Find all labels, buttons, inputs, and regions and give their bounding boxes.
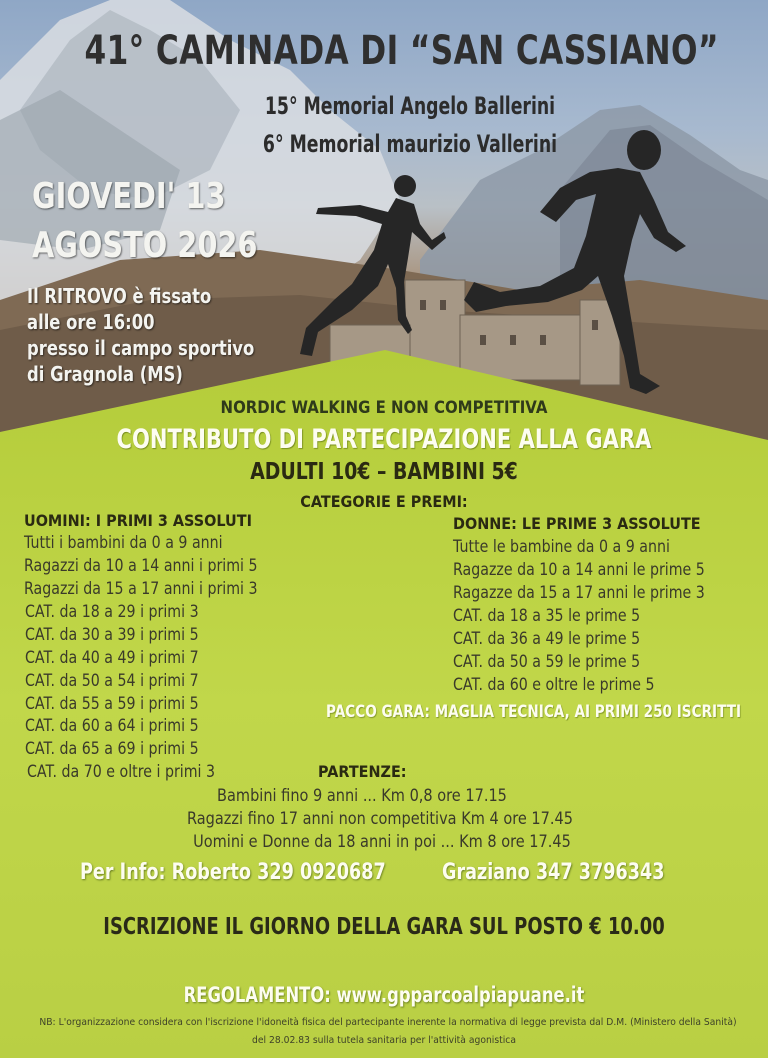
departure-item: Ragazzi fino 17 anni non competitiva Km 4 ore 17.45: [187, 809, 573, 828]
meeting-info-line-4: di Gragnola (MS): [27, 362, 183, 386]
event-day: GIOVEDI' 13: [32, 176, 226, 217]
memorial-line-2: 6° Memorial maurizio Vallerini: [262, 130, 558, 158]
meeting-info-line-3: presso il campo sportivo: [27, 336, 255, 360]
women-category-item: Ragazze da 10 a 14 anni le prime 5: [453, 560, 705, 579]
men-category-item: CAT. da 18 a 29 i primi 3: [25, 602, 199, 621]
meeting-info-line-1: Il RITROVO è fissato: [27, 284, 212, 308]
women-category-item: CAT. da 50 a 59 le prime 5: [453, 652, 641, 671]
memorial-line-1: 15° Memorial Angelo Ballerini: [264, 92, 556, 120]
contribution-heading: CONTRIBUTO DI PARTECIPAZIONE ALLA GARA: [116, 424, 652, 455]
departures-heading: PARTENZE:: [318, 762, 407, 781]
men-category-item: CAT. da 50 a 54 i primi 7: [25, 671, 199, 690]
footnote-line-2: del 28.02.83 sulla tutela sanitaria per l'attività agonistica: [252, 1035, 516, 1046]
men-category-item: CAT. da 30 a 39 i primi 5: [25, 625, 199, 644]
women-category-item: Ragazze da 15 a 17 anni le prime 3: [453, 583, 705, 602]
contact-graziano: Graziano 347 3796343: [442, 860, 665, 885]
men-category-item: CAT. da 40 a 49 i primi 7: [25, 648, 199, 667]
departure-item: Uomini e Donne da 18 anni in poi ... Km 8 ore 17.45: [193, 832, 571, 851]
men-category-item: CAT. da 55 a 59 i primi 5: [25, 694, 199, 713]
women-category-item: CAT. da 18 a 35 le prime 5: [453, 606, 641, 625]
men-category-item: Ragazzi da 10 a 14 anni i primi 5: [24, 556, 258, 575]
race-pack-info: PACCO GARA: MAGLIA TECNICA, AI PRIMI 250 ISCRITTI: [326, 702, 742, 722]
men-heading: UOMINI: I PRIMI 3 ASSOLUTI: [24, 511, 252, 530]
poster-title: 41° CAMINADA DI “SAN CASSIANO”: [84, 28, 719, 74]
departure-item: Bambini fino 9 anni ... Km 0,8 ore 17.15: [217, 786, 507, 805]
men-category-item: CAT. da 65 a 69 i primi 5: [25, 739, 199, 758]
women-category-item: CAT. da 60 e oltre le prime 5: [453, 675, 655, 694]
women-heading: DONNE: LE PRIME 3 ASSOLUTE: [453, 514, 701, 533]
rules-website: REGOLAMENTO: www.gpparcoalpiapuane.it: [183, 983, 585, 1007]
categories-heading: CATEGORIE E PREMI:: [300, 492, 468, 511]
men-category-item: CAT. da 60 a 64 i primi 5: [25, 716, 199, 735]
nordic-walking-heading: NORDIC WALKING E NON COMPETITIVA: [220, 398, 548, 418]
meeting-info-line-2: alle ore 16:00: [27, 310, 155, 334]
men-category-item: Ragazzi da 15 a 17 anni i primi 3: [24, 579, 258, 598]
men-category-item: CAT. da 70 e oltre i primi 3: [27, 762, 216, 781]
registration-info: ISCRIZIONE IL GIORNO DELLA GARA SUL POSTO € 10.00: [103, 914, 665, 940]
prices: ADULTI 10€ – BAMBINI 5€: [250, 459, 518, 485]
men-category-item: Tutti i bambini da 0 a 9 anni: [24, 533, 223, 552]
event-month-year: AGOSTO 2026: [32, 225, 258, 266]
women-category-item: CAT. da 36 a 49 le prime 5: [453, 629, 641, 648]
contact-roberto: Per Info: Roberto 329 0920687: [80, 860, 386, 885]
footnote-line-1: NB: L'organizzazione considera con l'iscrizione l'idoneità fisica del partecipante inerente la normativa di legge prevista dal D.M. (Ministero della Sanità): [39, 1017, 737, 1028]
women-category-item: Tutte le bambine da 0 a 9 anni: [453, 537, 670, 556]
